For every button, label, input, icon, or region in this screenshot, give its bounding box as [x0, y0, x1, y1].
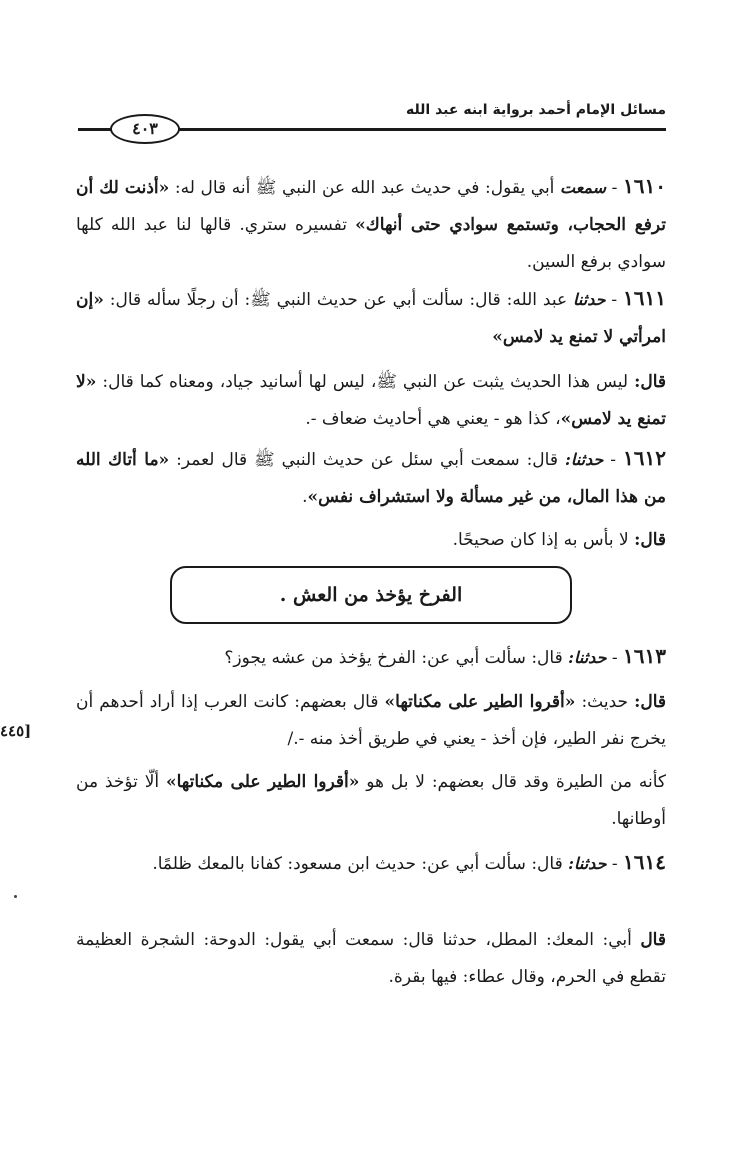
paragraph-1610: ١٦١٠ - سمعت أبي يقول: في حديث عبد الله عن النبي ﷺ أنه قال له: «أذنت لك أن ترفع الحجاب، وتستمع سوادي حتى أنهاك» تفسيره ستري. قالها لنا عبد الله كلها سوادي برفع السين. [76, 174, 666, 272]
paragraph-1612-comment [76, 522, 666, 559]
margin-mark [14, 895, 17, 898]
hadith-quote: «إن امرأتي لا تمنع يد لامس» [76, 290, 666, 347]
paragraph-text: لا بأس به إذا كان صحيحًا. [452, 530, 629, 550]
hadith-number: ١٦١٠ [623, 174, 666, 198]
hadith-number: ١٦١١ [623, 286, 666, 310]
hadith-quote: «أقروا الطير على مكناتها» [165, 772, 360, 792]
hadith-quote: «أقروا الطير على مكناتها» [384, 692, 576, 712]
paragraph-1613: ١٦١٣ - حدثنا: قال: سألت أبي عن: الفرخ يؤخذ من عشه يجوز؟ [224, 644, 666, 668]
hadith-number: ١٦١٣ [623, 644, 666, 668]
narration-lead: حدثنا: [568, 648, 607, 667]
qal-label: قال [640, 930, 666, 950]
paragraph-text: أبي: المعك: المطل، حدثنا قال: سمعت أبي يقول: الدوحة: الشجرة العظيمة تقطع في الحرم، وقال عطاء: فيها بقرة. [76, 930, 666, 987]
paragraph-text: قال: سألت أبي عن: الفرخ يؤخذ من عشه يجوز؟ [224, 648, 563, 668]
page-header-title: مسائل الإمام أحمد برواية ابنه عبد الله [405, 102, 666, 118]
hadith-quote: «ما أتاك الله من هذا المال، من غير مسألة ولا استشراف نفس» [76, 450, 666, 507]
hadith-quote: «لا تمنع يد لامس» [76, 372, 666, 429]
narration-lead: حدثنا: [564, 450, 604, 469]
paragraph-1612: ١٦١٢ - حدثنا: قال: سمعت أبي سئل عن حديث النبي ﷺ قال لعمر: «ما أتاك الله من هذا المال، من غير مسألة ولا استشراف نفس». [76, 446, 666, 507]
paragraph-text: عبد الله: قال: سألت أبي عن حديث النبي ﷺ: أن رجلًا سأله قال: [109, 290, 568, 310]
section-heading: الفرخ يؤخذ من العش . [170, 566, 572, 624]
hadith-quote: «أذنت لك أن ترفع الحجاب، وتستمع سوادي حتى أنهاك» [76, 178, 666, 235]
narration-lead: سمعت [560, 178, 607, 197]
margin-reference: [٤٤٥ [0, 722, 32, 740]
paragraph-text: كأنه من الطيرة وقد قال بعضهم: لا بل هو [366, 772, 666, 792]
paragraph-1611-comment [76, 364, 666, 438]
paragraph-1613-continuation [76, 764, 666, 838]
paragraph-1611: ١٦١١ - حدثنا عبد الله: قال: سألت أبي عن حديث النبي ﷺ: أن رجلًا سأله قال: «إن امرأتي لا تمنع يد لامس» [76, 286, 666, 347]
paragraph-text: قال: سألت أبي عن: حديث ابن مسعود: كفانا بالمعك ظلمًا. [152, 854, 563, 874]
hadith-number: ١٦١٢ [623, 446, 666, 470]
paragraph-text: . [302, 487, 308, 507]
paragraph-text: تفسيره ستري. قالها لنا عبد الله كلها سوادي برفع السين. [76, 215, 666, 272]
narration-lead: حدثنا: [568, 854, 607, 873]
paragraph-1614: ١٦١٤ - حدثنا: قال: سألت أبي عن: حديث ابن مسعود: كفانا بالمعك ظلمًا. [152, 850, 666, 874]
page-number: ٤٠٣ [110, 114, 180, 144]
qal-label: قال: [634, 692, 666, 712]
paragraph-text: حديث: [581, 692, 629, 712]
paragraph-text: ليس هذا الحديث يثبت عن النبي ﷺ، ليس لها أسانيد جياد، ومعناه كما قال: [102, 372, 629, 392]
hadith-number: ١٦١٤ [623, 850, 666, 874]
narration-lead: حدثنا [573, 290, 606, 309]
paragraph-text: قال: سمعت أبي سئل عن حديث النبي ﷺ قال لعمر: [176, 450, 558, 470]
paragraph-text: قال بعضهم: كانت العرب إذا أراد أحدهم أن يخرج نفر الطير، فإن أخذ - يعني في طريق أخذ منه -./ [76, 692, 666, 749]
paragraph-text: ، كذا هو - يعني هي أحاديث ضعاف -. [305, 409, 561, 429]
qal-label: قال: [634, 530, 666, 550]
paragraph-text: ألّا تؤخذ من أوطانها. [76, 772, 666, 829]
paragraph-text: أبي يقول: في حديث عبد الله عن النبي ﷺ أنه قال له: [174, 178, 555, 198]
paragraph-1613-comment [76, 684, 666, 758]
qal-label: قال: [634, 372, 667, 392]
paragraph-1614-comment [76, 922, 666, 996]
